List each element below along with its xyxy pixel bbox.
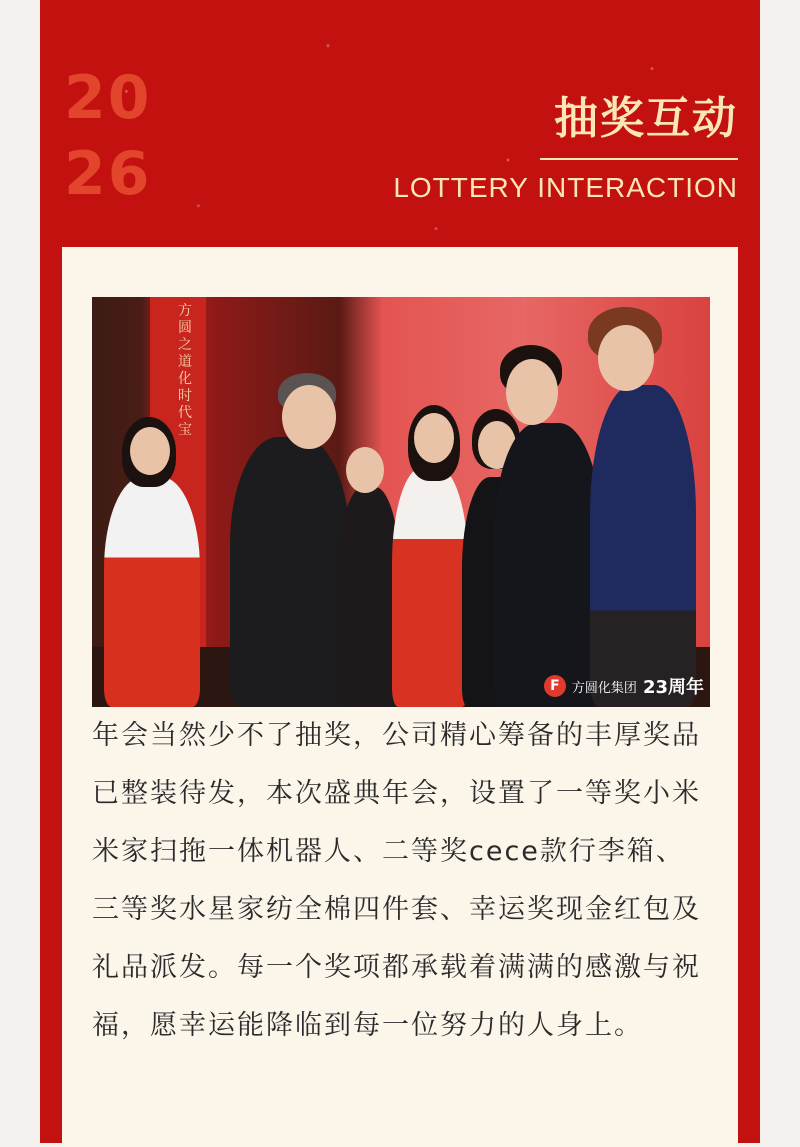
hostess-head-3 bbox=[414, 413, 454, 463]
presenter-head bbox=[282, 385, 336, 449]
event-photo bbox=[92, 297, 710, 707]
hostess-figure bbox=[104, 477, 200, 707]
year-digits-bottom: 26 bbox=[64, 139, 152, 209]
section-title-chinese: 抽奖互动 bbox=[554, 93, 738, 144]
hostess-figure-2 bbox=[338, 487, 400, 707]
anniversary-label: 23周年 bbox=[642, 677, 704, 698]
event-logo-badge bbox=[544, 673, 704, 699]
left-margin bbox=[0, 0, 40, 1143]
content-card bbox=[62, 247, 738, 1147]
hostess-head-2 bbox=[346, 447, 384, 493]
section-title-english: LOTTERY INTERACTION bbox=[393, 172, 738, 203]
right-margin bbox=[760, 0, 800, 1143]
company-name: 方圆化集团 bbox=[571, 680, 637, 696]
winner-head-2 bbox=[506, 359, 558, 425]
hostess-head bbox=[130, 427, 170, 475]
article-paragraph: 年会当然少不了抽奖，公司精心筹备的丰厚奖品已整装待发，本次盛典年会，设置了一等奖小米米家扫拖一体机器人、二等奖cece款行李箱、三等奖水星家纺全棉四件套、幸运奖现金红包及礼品派发。每一个奖项都承载着满满的感激与祝福，愿幸运能降临到每一位努力的人身上。 bbox=[92, 720, 701, 1041]
title-divider bbox=[540, 158, 738, 160]
winner-figure-3 bbox=[590, 385, 696, 707]
winner-head-3 bbox=[598, 325, 654, 391]
hostess-figure-3 bbox=[392, 467, 468, 707]
winner-figure-2 bbox=[494, 423, 602, 707]
company-logo-icon: F bbox=[544, 675, 566, 697]
presenter-figure bbox=[230, 437, 350, 707]
year-digits-top: 20 bbox=[64, 63, 152, 133]
stage-banner-text: 方圆之道 化时代宝 bbox=[178, 303, 192, 438]
